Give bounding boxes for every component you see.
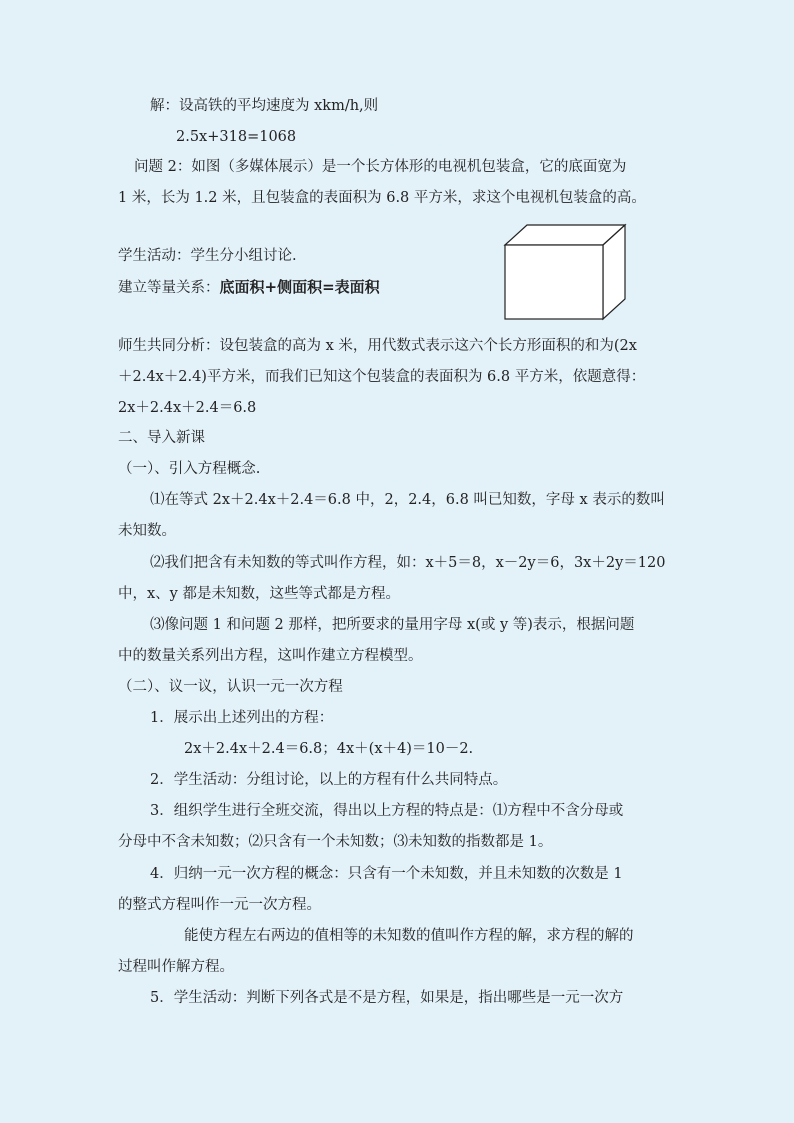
text-line: 能使方程左右两边的值相等的未知数的值叫作方程的解，求方程的解的 <box>184 928 634 944</box>
text-line: 5．学生活动：判断下列各式是不是方程，如果是，指出哪些是一元一次方 <box>150 990 624 1006</box>
text-line: 1．展示出上述列出的方程： <box>150 710 334 726</box>
text-line: 的整式方程叫作一元一次方程。 <box>118 897 321 913</box>
text-line: ＋2.4x＋2.4)平方米，而我们已知这个包装盒的表面积为 6.8 平方米，依题意得： <box>118 369 646 385</box>
text-line: 问题 2：如图（多媒体展示）是一个长方体形的电视机包装盒，它的底面宽为 <box>134 159 627 175</box>
text-line: 解：设高铁的平均速度为 xkm/h,则 <box>150 98 379 114</box>
text-line: 2.5x+318=1068 <box>176 129 297 145</box>
text-line: 2x＋2.4x＋2.4＝6.8 <box>118 400 257 416</box>
sub-heading: （二）、议一议，认识一元一次方程 <box>118 679 343 695</box>
bold-equation: 底面积+侧面积=表面积 <box>219 278 380 296</box>
text-line: 师生共同分析：设包装盒的高为 x 米，用代数式表示这六个长方形面积的和为(2x <box>118 338 637 354</box>
text-line: ⑵我们把含有未知数的等式叫作方程，如：x＋5＝8，x－2y＝6，3x＋2y＝120 <box>150 555 666 571</box>
text-line: 1 米，长为 1.2 米，且包装盒的表面积为 6.8 平方米，求这个电视机包装盒的高。 <box>118 190 646 206</box>
text-line: 2．学生活动：分组讨论，以上的方程有什么共同特点。 <box>150 772 508 788</box>
text-line: ⑴在等式 2x＋2.4x＋2.4＝6.8 中，2，2.4，6.8 叫已知数，字母 x 表示的数叫 <box>150 492 665 508</box>
section-heading: 二、导入新课 <box>118 430 205 446</box>
label-text: 建立等量关系： <box>118 280 220 296</box>
text-line: 中，x、y 都是未知数，这些等式都是方程。 <box>118 586 400 602</box>
sub-heading: （一）、引入方程概念. <box>118 461 261 477</box>
text-line: 学生活动：学生分小组讨论. <box>118 248 297 264</box>
text-line: 过程叫作解方程。 <box>118 959 234 975</box>
text-line: 中的数量关系列出方程，这叫作建立方程模型。 <box>118 648 423 664</box>
text-line: 未知数。 <box>118 523 176 539</box>
text-line: 3．组织学生进行全班交流，得出以上方程的特点是：⑴方程中不含分母或 <box>150 803 624 819</box>
cuboid-figure <box>502 222 628 322</box>
text-line: 4．归纳一元一次方程的概念：只含有一个未知数，并且未知数的次数是 1 <box>150 866 623 882</box>
equation-line: 2x＋2.4x＋2.4＝6.8；4x＋(x＋4)＝10－2. <box>184 741 474 757</box>
text-line: ⑶像问题 1 和问题 2 那样，把所要求的量用字母 x(或 y 等)表示，根据问题 <box>150 617 635 633</box>
text-line: 分母中不含未知数；⑵只含有一个未知数；⑶未知数的指数都是 1。 <box>118 834 553 850</box>
